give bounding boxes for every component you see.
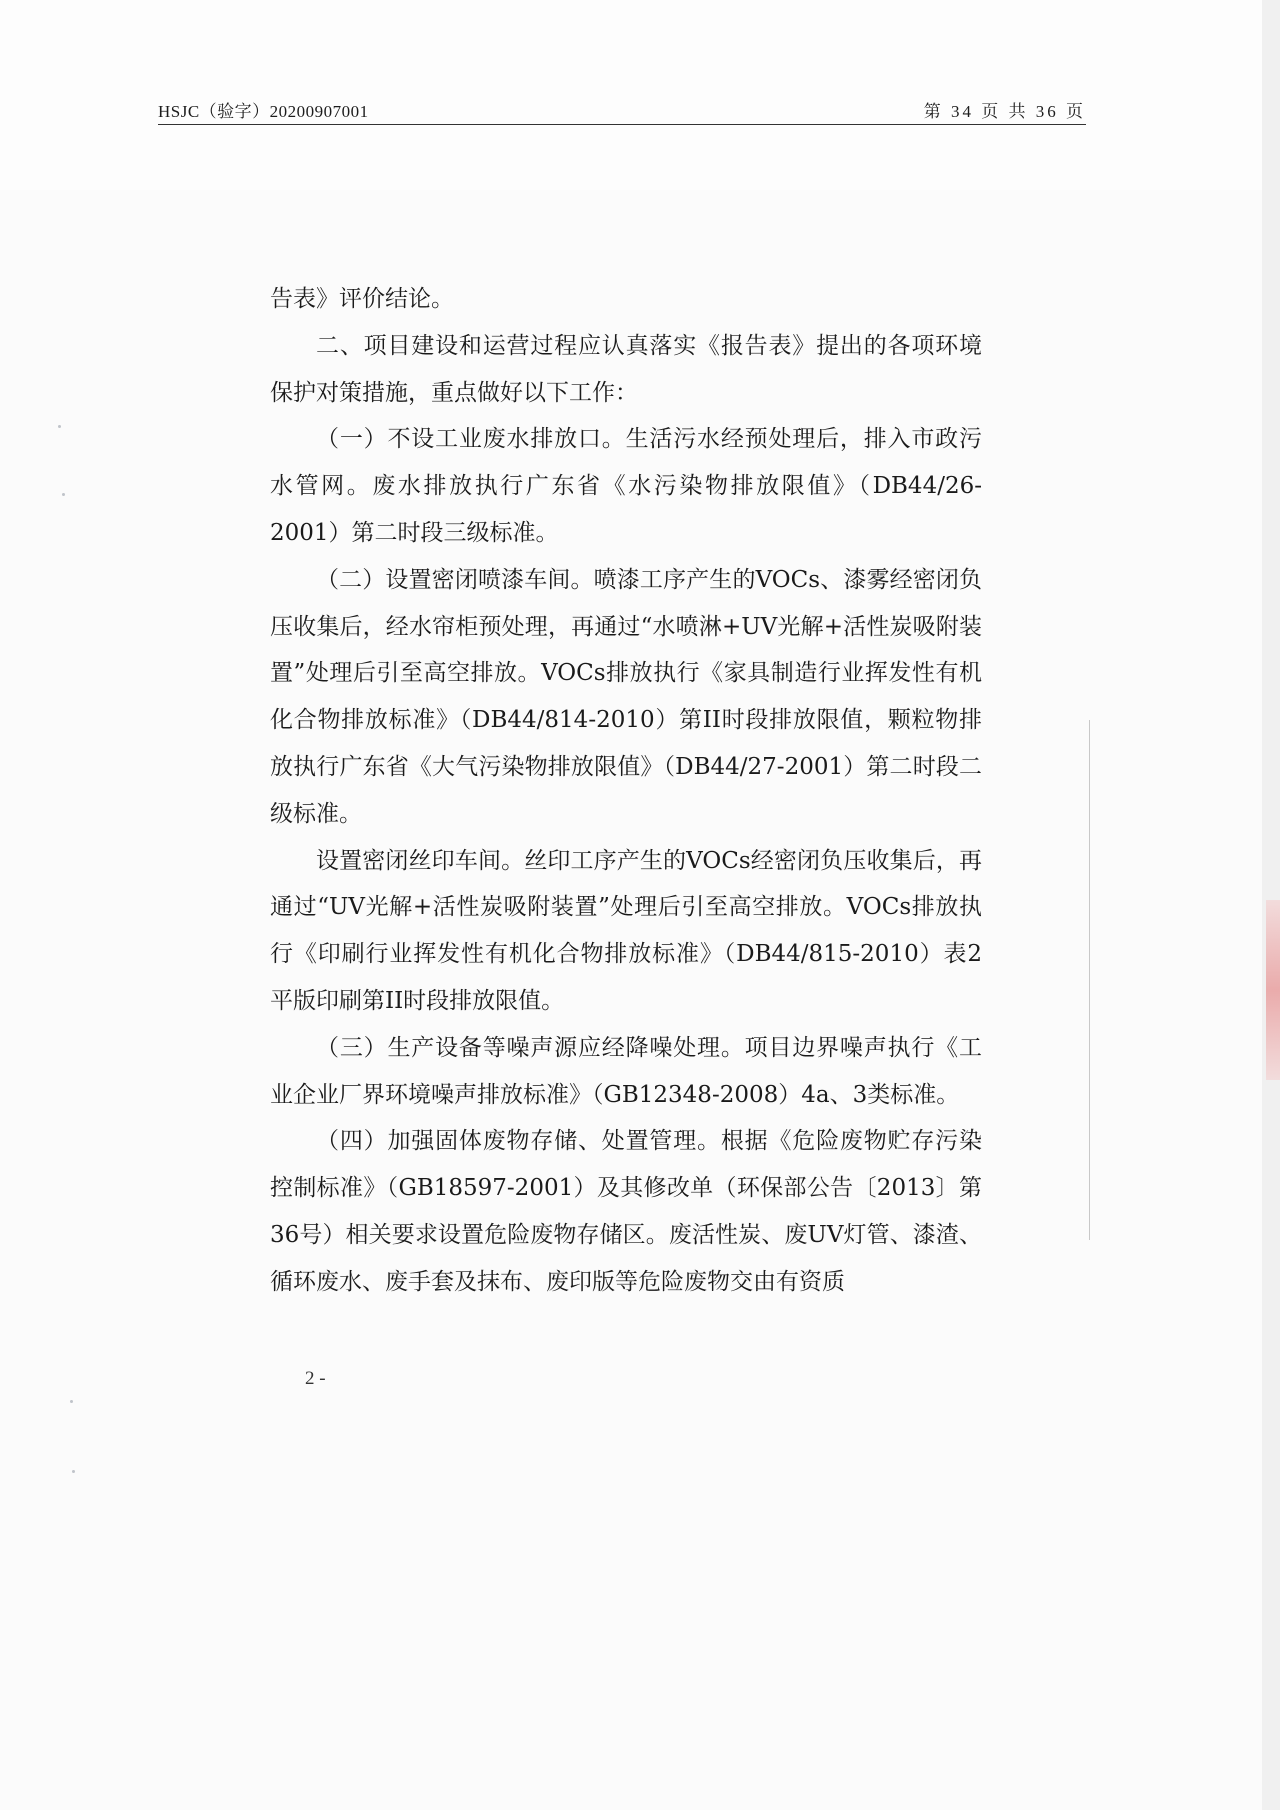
page-number: 2 - [305,1368,326,1389]
scan-speck [70,1400,73,1403]
scan-speck [72,1470,75,1473]
document-id: HSJC（验字）20200907001 [158,102,369,121]
paragraph-wastewater: （一）不设工业废水排放口。生活污水经预处理后，排入市政污水管网。废水排放执行广东省《水污染物排放限值》（DB44/26-2001）第二时段三级标准。 [270,426,982,546]
scan-speck [62,493,65,496]
paragraph-solid-waste: （四）加强固体废物存储、处置管理。根据《危险废物贮存污染控制标准》（GB18597-2001）及其修改单（环保部公告〔2013〕第36号）相关要求设置危险废物存储区。废活性炭、废UV灯管、漆渣、循环废水、废手套及抹布、废印版等危险废物交由有资质 [270,1128,982,1295]
page-header [158,96,1086,125]
seal-stamp-edge [1266,900,1280,1080]
paragraph-spray-painting: （二）设置密闭喷漆车间。喷漆工序产生的VOCs、漆雾经密闭负压收集后，经水帘柜预处理，再通过“水喷淋+UV光解+活性炭吸附装置”处理后引至高空排放。VOCs排放执行《家具制造行业挥发性有机化合物排放标准》（DB44/814-2010）第II时段排放限值，颗粒物排放执行广东省《大气污染物排放限值》（DB44/27-2001）第二时段二级标准。 [270,566,982,827]
paragraph-continuation: 告表》评价结论。 [270,286,454,312]
header-band [0,0,1280,190]
paragraph-section-two: 二、项目建设和运营过程应认真落实《报告表》提出的各项环境保护对策措施，重点做好以下工作： [270,332,982,406]
scan-margin-line [1089,720,1090,1240]
scan-speck [58,425,61,428]
body-text [270,276,982,1306]
paragraph-silk-screen: 设置密闭丝印车间。丝印工序产生的VOCs经密闭负压收集后，再通过“UV光解+活性炭吸附装置”处理后引至高空排放。VOCs排放执行《印刷行业挥发性有机化合物排放标准》（DB44/815-2010）表2平版印刷第II时段排放限值。 [270,847,982,1014]
page-info: 第 34 页 共 36 页 [923,102,1086,121]
paragraph-noise: （三）生产设备等噪声源应经降噪处理。项目边界噪声执行《工业企业厂界环境噪声排放标准》（GB12348-2008）4a、3类标准。 [270,1034,982,1108]
